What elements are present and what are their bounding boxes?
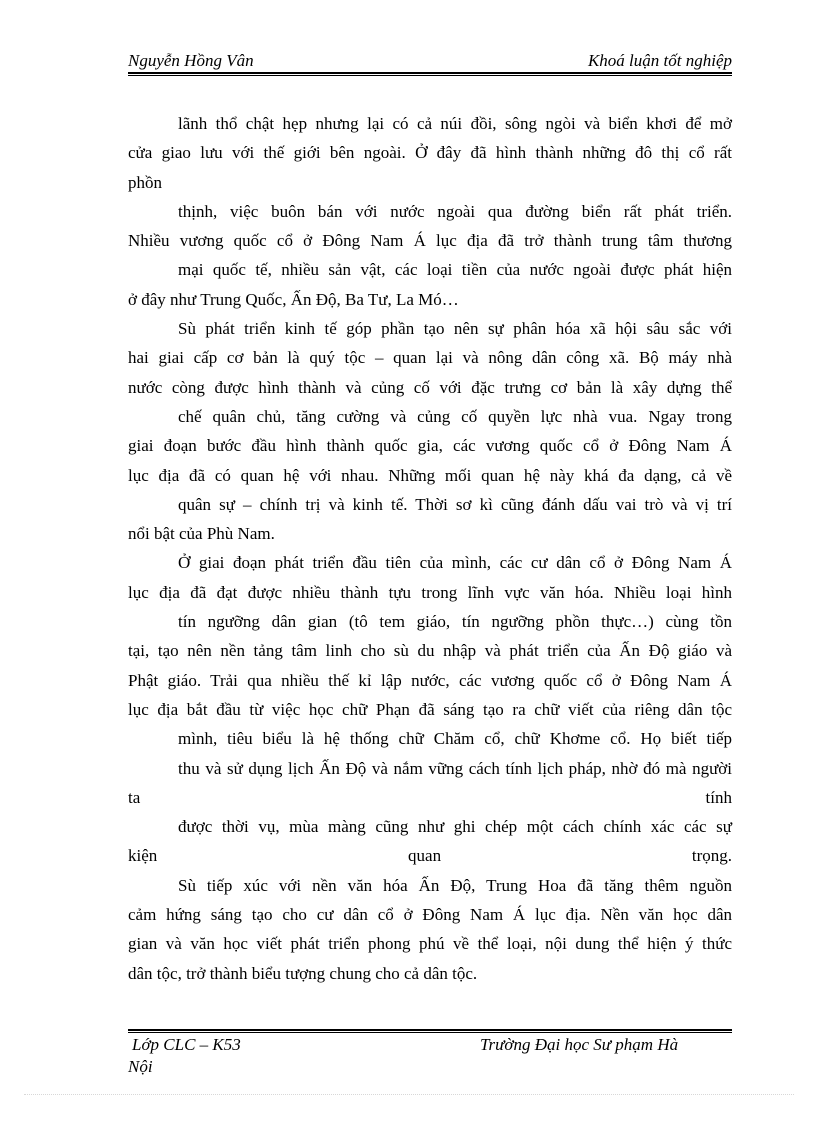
- text-line: cảm hứng sáng tạo cho cư dân cổ ở Đông Nam Á lục địa. Nền văn học dân: [128, 905, 732, 925]
- text-line: Sù phát triển kinh tế góp phần tạo nên sự phân hóa xã hội sâu sắc với: [178, 319, 732, 339]
- text-line: chế quân chủ, tăng cường và củng cố quyền lực nhà vua. Ngay trong: [178, 406, 732, 426]
- header-author: Nguyễn Hồng Vân: [128, 51, 254, 70]
- footer-rule: [128, 1029, 732, 1031]
- text-line: Ở giai đoạn phát triển đầu tiên của mình, các cư dân cổ ở Đông Nam Á: [178, 553, 732, 573]
- text-line: thu và sử dụng lịch Ấn Độ và nắm vững cách tính lịch pháp, nhờ đó mà người: [178, 758, 732, 778]
- page-header: [128, 50, 732, 74]
- text-line: giai đoạn bước đầu hình thành quốc gia, các vương quốc cổ ở Đông Nam Á: [128, 436, 732, 456]
- text-line: mình, tiêu biểu là hệ thống chữ Chăm cổ, chữ Khơme cổ. Họ biết tiếp: [178, 729, 732, 749]
- text-line: quân sự – chính trị và kinh tế. Thời sơ kì cũng đánh dấu vai trò và vị trí: [178, 494, 732, 514]
- text-line: nước còng được hình thành và củng cố với đặc trưng cơ bản là xây dựng thể: [128, 377, 732, 397]
- text-line: cửa giao lưu với thế giới bên ngoài. Ở đây đã hình thành những đô thị cổ rất: [128, 143, 732, 163]
- footer-class: Lớp CLC – K53: [132, 1035, 241, 1054]
- text-line: lục địa bắt đầu từ việc học chữ Phạn đã sáng tạo ra chữ viết của riêng dân tộc: [128, 699, 732, 719]
- text-line: ta tính: [128, 787, 732, 807]
- text-line: phồn: [128, 172, 162, 192]
- text-line: lục địa đã đạt được nhiều thành tựu trong lĩnh vực văn hóa. Nhiều loại hình: [128, 582, 732, 602]
- text-line: lãnh thổ chật hẹp nhưng lại có cả núi đồi, sông ngòi và biển khơi để mở: [178, 114, 732, 133]
- text-line: tại, tạo nên nền tảng tâm linh cho sù du nhập và phát triển của Ấn Độ giáo và: [128, 641, 732, 661]
- page-bottom-divider: [24, 1094, 794, 1095]
- body-text: [128, 109, 732, 988]
- text-line: Nhiều vương quốc cổ ở Đông Nam Á lục địa đã trở thành trung tâm thương: [128, 231, 732, 251]
- text-line: Phật giáo. Trải qua nhiều thế kỉ lập nước, các vương quốc cổ ở Đông Nam Á: [128, 670, 732, 690]
- footer-school-cont: Nội: [128, 1057, 153, 1076]
- text-line: mại quốc tế, nhiều sản vật, các loại tiền của nước ngoài được phát hiện: [178, 260, 732, 280]
- text-line: nổi bật của Phù Nam.: [128, 524, 275, 544]
- text-line: hai giai cấp cơ bản là quý tộc – quan lại và nông dân công xã. Bộ máy nhà: [128, 348, 732, 368]
- header-doc-type: Khoá luận tốt nghiệp: [587, 51, 732, 70]
- text-line: Sù tiếp xúc với nền văn hóa Ấn Độ, Trung Hoa đã tăng thêm nguồn: [178, 875, 732, 895]
- text-line: kiện quan trọng.: [128, 846, 732, 866]
- text-line: lục địa đã có quan hệ với nhau. Những mối quan hệ này khá đa dạng, cả về: [128, 465, 732, 485]
- text-line: thịnh, việc buôn bán với nước ngoài qua đường biển rất phát triển.: [178, 201, 732, 221]
- footer-rule-thin: [128, 1032, 732, 1033]
- footer-school: Trường Đại học Sư phạm Hà: [480, 1035, 679, 1054]
- text-line: được thời vụ, mùa màng cũng như ghi chép một cách chính xác các sự: [178, 817, 732, 837]
- text-line: ở đây như Trung Quốc, Ấn Độ, Ba Tư, La Mó…: [128, 289, 459, 309]
- header-rule: [128, 75, 732, 76]
- text-line: dân tộc, trở thành biểu tượng chung cho cả dân tộc.: [128, 963, 478, 983]
- text-line: gian và văn học viết phát triển phong phú về thể loại, nội dung thể hiện ý thức: [128, 934, 732, 954]
- text-line: tín ngưỡng dân gian (tô tem giáo, tín ngưỡng phồn thực…) cùng tồn: [178, 612, 732, 632]
